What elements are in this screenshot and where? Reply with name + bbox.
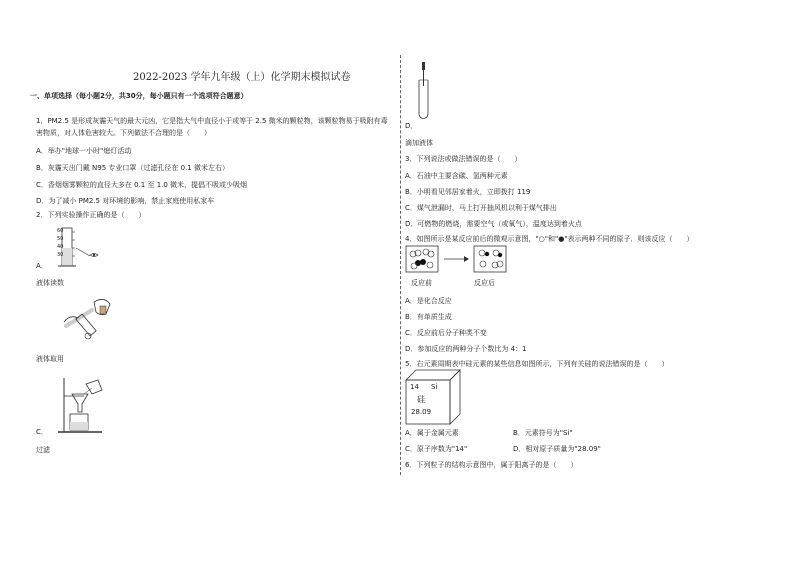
q4-option-b: B．有单质生成 xyxy=(405,313,452,321)
q3-option-b: B．小明看见邻居家着火，立即拨打 119 xyxy=(405,188,531,196)
element-symbol: Si xyxy=(431,383,438,391)
q2-option-b-caption: 液体取用 xyxy=(36,355,64,363)
q3-option-a: A．石油中主要含碳、氢两种元素 xyxy=(405,172,508,180)
q2-option-a-caption: 液体读数 xyxy=(36,279,64,287)
liquid-pouring-figure xyxy=(60,292,120,340)
q1-stem-line1: 1．PM2.5 是形成灰霾天气的最大元凶，它是指大气中直径小于或等于 2.5 微米的颗粒物，该颗粒物易于吸附有毒 xyxy=(36,117,388,125)
q5-option-b: B．元素符号为"Si" xyxy=(513,429,573,437)
q2-option-c-caption: 过滤 xyxy=(36,446,50,454)
q1-option-c: C．香烟烟雾颗粒的直径大多在 0.1 至 1.0 微米，提倡不吸或少吸烟 xyxy=(36,181,248,189)
column-divider xyxy=(400,55,401,475)
q3-option-d: D．可燃物的燃烧，需要空气（或氧气），温度达到着火点 xyxy=(405,220,582,228)
q4-after-label: 反应后 xyxy=(474,279,495,287)
cylinder-tick-50: 50 xyxy=(57,236,64,242)
q5-option-c: C．原子序数为"14" xyxy=(405,445,468,453)
q4-before-label: 反应前 xyxy=(411,279,432,287)
q3-option-c: C．煤气泄漏时，马上打开抽风机以利于煤气排出 xyxy=(405,204,557,212)
q2-option-d-caption: 滴加液体 xyxy=(405,139,433,147)
graduated-cylinder-figure xyxy=(56,226,106,268)
q4-option-a: A．是化合反应 xyxy=(405,297,452,305)
q2-option-a-letter: A． xyxy=(36,262,48,270)
element-atomic-mass: 28.09 xyxy=(411,408,432,416)
cylinder-tick-40: 40 xyxy=(57,244,64,250)
q3-stem: 3．下列说法或做法错误的是（ ） xyxy=(405,155,522,163)
q6-stem: 6．下列粒子的结构示意图中，属于阳离子的是（ ） xyxy=(405,461,578,469)
q1-stem-line2: 害物质，对人体危害较大。下列做法不合理的是（ ） xyxy=(36,129,211,137)
q2-option-d-letter: D． xyxy=(405,122,418,130)
element-name: 硅 xyxy=(417,395,425,404)
q1-option-a: A．举办"地球一小时"熄灯活动 xyxy=(36,147,132,155)
q5-option-a: A．属于金属元素 xyxy=(405,429,459,437)
q4-stem: 4．如图所示是某反应前后的微观示意图，"○"和"●"表示两种不同的原子．则该反应（ ） xyxy=(405,235,694,243)
q5-option-d: D．相对原子质量为"28.09" xyxy=(513,445,601,453)
filtration-figure xyxy=(56,376,116,436)
cylinder-tick-60: 60 xyxy=(57,228,64,234)
cylinder-tick-30: 30 xyxy=(57,252,64,258)
q4-option-d: D．参加反应的两种分子个数比为 4：1 xyxy=(405,345,527,353)
q1-option-b: B．灰霾天出门戴 N95 专业口罩（过滤孔径在 0.1 微米左右） xyxy=(36,164,229,172)
reaction-diagram xyxy=(404,244,524,278)
q2-option-c-letter: C． xyxy=(36,428,48,436)
q1-option-d: D．为了减小 PM2.5 对环境的影响，禁止家庭使用私家车 xyxy=(36,197,215,205)
q4-option-c: C．反应前后分子种类不变 xyxy=(405,329,487,337)
q5-stem: 5．右元素周期表中硅元素的某些信息如图所示，下列有关硅的说法错误的是（ ） xyxy=(405,360,669,368)
exam-title: 2022-2023 学年九年级（上）化学期末模拟试卷 xyxy=(133,72,351,83)
q2-stem: 2．下列实验操作正确的是（ ） xyxy=(36,211,146,219)
element-atomic-number: 14 xyxy=(410,383,419,391)
dropper-test-tube-figure xyxy=(414,60,434,122)
section-heading: 一、单项选择（每小题2分，共30分，每小题只有一个选项符合题意） xyxy=(30,92,248,100)
